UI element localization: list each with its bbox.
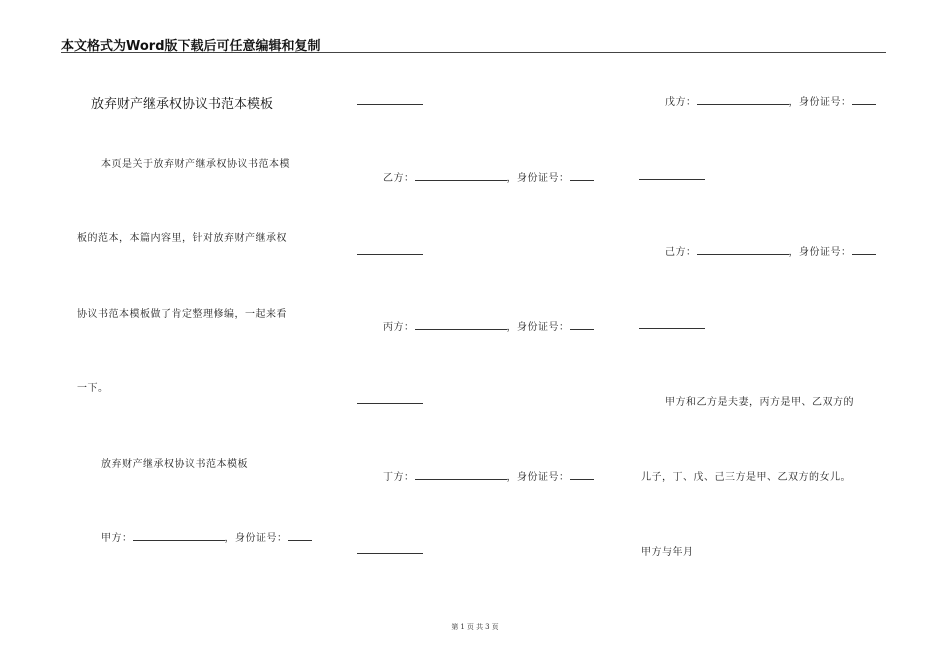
page-header	[61, 36, 886, 53]
party-a-name-blank	[133, 531, 225, 541]
signature-line	[639, 179, 705, 180]
footer-suffix: 页	[491, 623, 499, 631]
relationship-note-1: 甲方和乙方是夫妻，丙方是甲、乙双方的	[665, 397, 854, 408]
intro-line-1: 本页是关于放弃财产继承权协议书范本模	[101, 159, 290, 170]
party-b-row	[383, 169, 594, 184]
signature-line	[357, 254, 423, 255]
id-number-blank	[852, 245, 876, 255]
party-a-row	[101, 529, 312, 544]
party-c-name-blank	[415, 320, 507, 330]
signature-line	[639, 328, 705, 329]
party-f-name-blank	[697, 245, 789, 255]
id-number-blank	[570, 320, 594, 330]
party-e-label: 戊方：	[665, 97, 697, 108]
intro-line-3: 协议书范本模板做了肯定整理修编，一起来看	[77, 309, 287, 320]
id-number-blank	[570, 470, 594, 480]
party-b-label: 乙方：	[383, 173, 415, 184]
id-label: ，身份证号：	[788, 97, 852, 108]
footer-page-number: 1	[460, 623, 465, 631]
signature-line	[357, 104, 423, 105]
id-label: ，身份证号：	[506, 472, 570, 483]
party-d-label: 丁方：	[383, 472, 415, 483]
id-number-blank	[288, 531, 312, 541]
party-f-row	[665, 243, 876, 258]
id-label: ，身份证号：	[506, 322, 570, 333]
id-number-blank	[570, 171, 594, 181]
party-c-row	[383, 318, 594, 333]
party-b-name-blank	[415, 171, 507, 181]
relationship-note-3: 甲方与年月	[641, 547, 694, 558]
party-a-label: 甲方：	[101, 533, 133, 544]
party-e-name-blank	[697, 95, 789, 105]
party-d-row	[383, 468, 594, 483]
id-number-blank	[852, 95, 876, 105]
party-c-label: 丙方：	[383, 322, 415, 333]
id-label: ，身份证号：	[788, 247, 852, 258]
party-d-name-blank	[415, 470, 507, 480]
section-subtitle: 放弃财产继承权协议书范本模板	[101, 459, 248, 470]
footer-prefix: 第	[451, 623, 459, 631]
footer-total-pages: 3	[485, 623, 490, 631]
id-label: ，身份证号：	[506, 173, 570, 184]
id-label: ，身份证号：	[224, 533, 288, 544]
intro-line-4: 一下。	[77, 383, 109, 394]
header-text: 本文格式为Word版下载后可任意编辑和复制	[61, 39, 321, 54]
party-f-label: 己方：	[665, 247, 697, 258]
intro-line-2: 板的范本，本篇内容里，针对放弃财产继承权	[77, 233, 287, 244]
party-e-row	[665, 93, 876, 108]
signature-line	[357, 403, 423, 404]
document-title: 放弃财产继承权协议书范本模板	[91, 97, 274, 112]
signature-line	[357, 553, 423, 554]
relationship-note-2: 儿子，丁、戊、己三方是甲、乙双方的女儿。	[641, 472, 851, 483]
page-footer	[0, 622, 950, 632]
footer-mid: 页 共	[466, 623, 484, 631]
